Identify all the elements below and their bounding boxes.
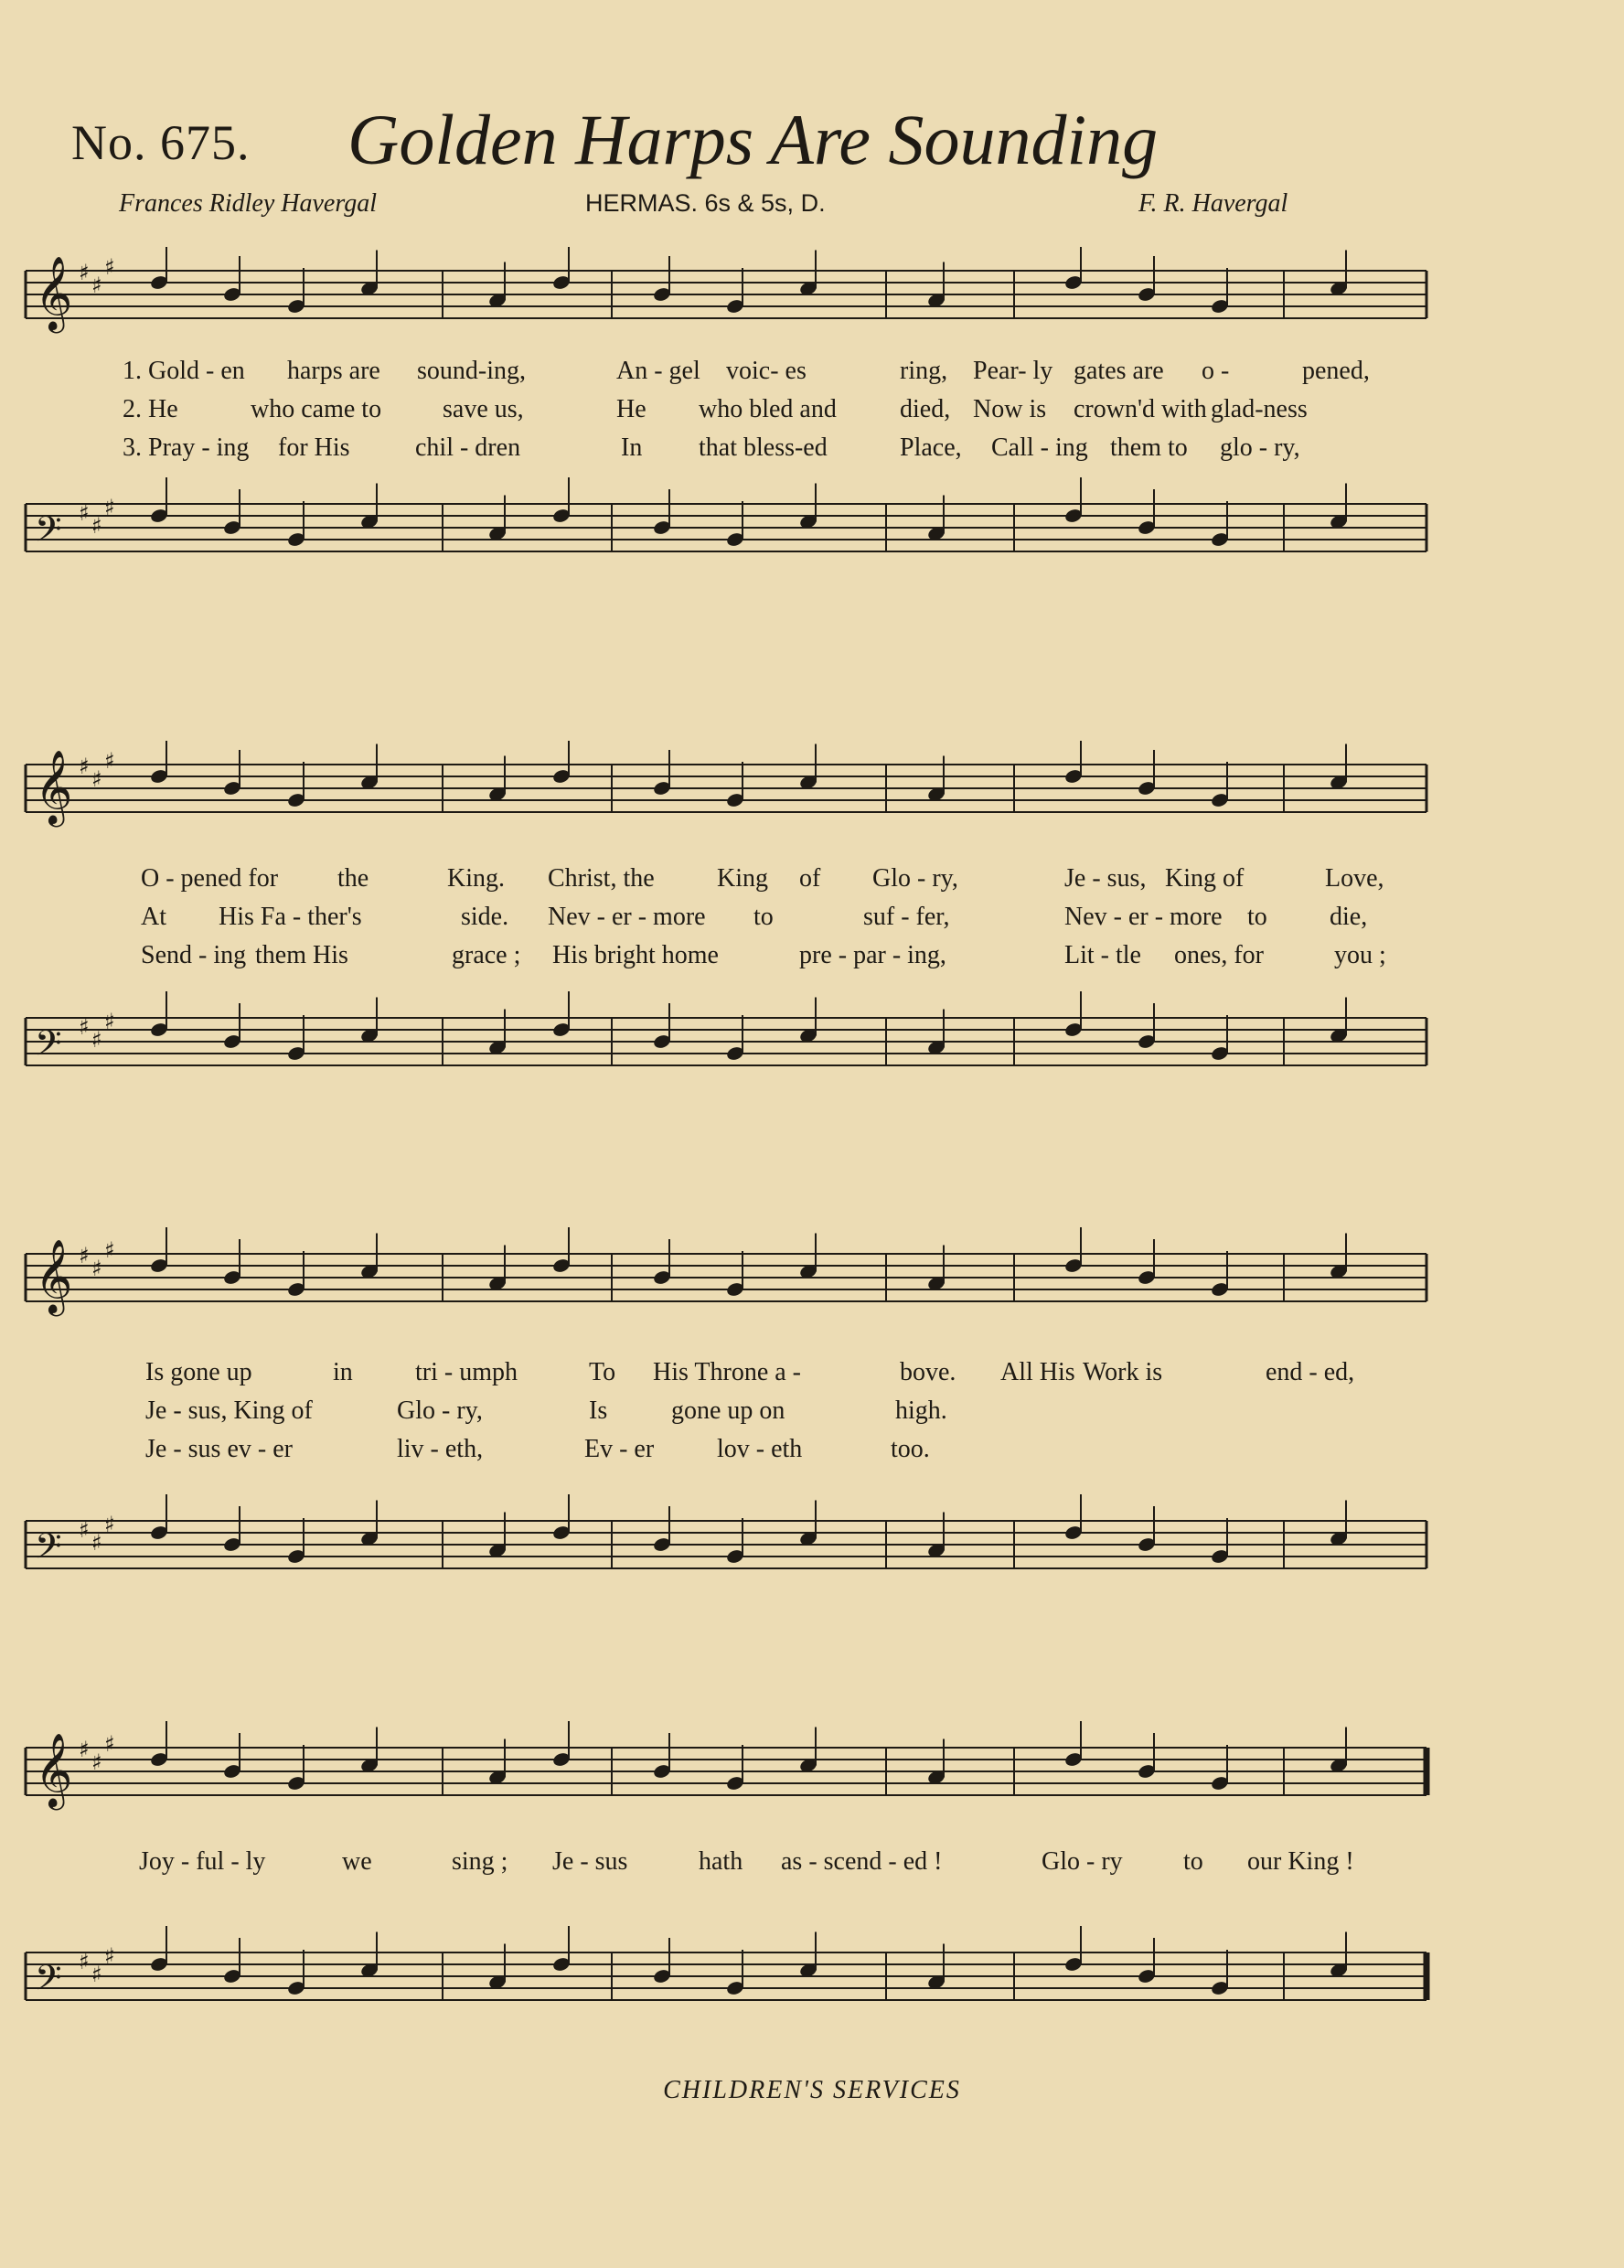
syllable: At	[141, 903, 166, 931]
syllable: His bright home	[552, 941, 719, 969]
lyrics-block-2	[22, 864, 1430, 979]
syllable: crown'd with	[1074, 395, 1207, 423]
svg-text:♯: ♯	[104, 748, 115, 774]
treble-staff	[22, 247, 1430, 357]
lyrics-block-4	[22, 1847, 1430, 1886]
syllable: suf - fer,	[863, 903, 950, 931]
svg-text:♯: ♯	[79, 500, 90, 526]
syllable: Christ, the	[548, 864, 655, 893]
syllable: Work is	[1083, 1358, 1163, 1386]
syllable: high.	[895, 1396, 947, 1425]
bass-staff	[22, 1920, 1430, 2067]
treble-staff	[22, 1719, 1430, 1847]
syllable: 1. Gold - en	[123, 357, 245, 385]
bass-staff	[22, 988, 1430, 1125]
lyric-line	[22, 357, 1430, 395]
syllable: All His	[1000, 1358, 1075, 1386]
syllable: In	[621, 433, 643, 462]
syllable: the	[337, 864, 369, 893]
syllable: Ev - er	[584, 1435, 655, 1463]
hymn-composer: F. R. Havergal	[1138, 189, 1288, 218]
syllable: 3. Pray - ing	[123, 433, 250, 462]
lyric-line	[22, 1847, 1430, 1886]
syllable: Send - ing	[141, 941, 247, 969]
lyric-line	[22, 1396, 1430, 1435]
syllable: Place,	[900, 433, 962, 462]
syllable: His Fa - ther's	[219, 903, 362, 931]
syllable: ones, for	[1174, 941, 1264, 969]
syllable: died,	[900, 395, 951, 423]
syllable: glad-ness	[1211, 395, 1308, 423]
svg-text:♯: ♯	[91, 1530, 102, 1556]
lyric-line	[22, 941, 1430, 979]
svg-text:♯: ♯	[91, 1962, 102, 1987]
lyric-line	[22, 864, 1430, 903]
syllable: hath	[699, 1847, 743, 1876]
syllable: King of	[1165, 864, 1245, 893]
syllable: our King !	[1247, 1847, 1354, 1876]
syllable: An - gel	[616, 357, 700, 385]
syllable: Nev - er - more	[1064, 903, 1223, 931]
svg-text:𝄞: 𝄞	[35, 749, 73, 824]
syllable: Now is	[973, 395, 1047, 423]
svg-text:♯: ♯	[104, 1512, 115, 1537]
syllable: tri - umph	[415, 1358, 518, 1386]
svg-text:♯: ♯	[104, 1731, 115, 1757]
svg-text:♯: ♯	[104, 1009, 115, 1034]
syllable: Joy - ful - ly	[139, 1847, 266, 1876]
syllable: to	[1183, 1847, 1203, 1876]
bass-staff	[22, 1491, 1430, 1628]
syllable: bove.	[900, 1358, 956, 1386]
syllable: Love,	[1325, 864, 1384, 893]
svg-text:♯: ♯	[91, 1256, 102, 1281]
syllable: of	[799, 864, 821, 893]
syllable: chil - dren	[415, 433, 521, 462]
syllable: Lit - tle	[1064, 941, 1141, 969]
hymn-number: No. 675.	[71, 115, 251, 170]
syllable: Je - sus ev - er	[145, 1435, 293, 1463]
syllable: voic- es	[726, 357, 807, 385]
lyric-line	[22, 433, 1430, 472]
syllable: ring,	[900, 357, 948, 385]
syllable: 2. He	[123, 395, 178, 423]
syllable: Is	[589, 1396, 608, 1425]
lyric-line	[22, 1358, 1430, 1396]
lyric-line	[22, 903, 1430, 941]
syllable: them His	[255, 941, 348, 969]
svg-text:♯: ♯	[91, 1749, 102, 1775]
syllable: Nev - er - more	[548, 903, 706, 931]
svg-text:𝄢: 𝄢	[35, 1022, 62, 1072]
treble-staff	[22, 1225, 1430, 1353]
hymn-header	[0, 0, 1624, 238]
syllable: them to	[1110, 433, 1188, 462]
syllable: pened,	[1302, 357, 1370, 385]
syllable: you ;	[1334, 941, 1386, 969]
treble-staff	[22, 741, 1430, 850]
svg-text:𝄢: 𝄢	[35, 508, 62, 558]
syllable: that bless-ed	[699, 433, 828, 462]
svg-text:♯: ♯	[79, 754, 90, 779]
syllable: Je - sus	[552, 1847, 628, 1876]
svg-text:♯: ♯	[104, 1237, 115, 1263]
svg-text:𝄢: 𝄢	[35, 1525, 62, 1575]
syllable: grace ;	[452, 941, 521, 969]
syllable: side.	[461, 903, 509, 931]
svg-text:♯: ♯	[79, 260, 90, 285]
syllable: in	[333, 1358, 353, 1386]
bass-staff	[22, 476, 1430, 604]
syllable: liv - eth,	[397, 1435, 484, 1463]
svg-text:♯: ♯	[79, 1517, 90, 1543]
svg-text:♯: ♯	[91, 273, 102, 298]
syllable: save us,	[443, 395, 524, 423]
syllable: He	[616, 395, 646, 423]
syllable: gone up on	[671, 1396, 785, 1425]
hymn-author: Frances Ridley Havergal	[119, 189, 377, 218]
syllable: who bled and	[699, 395, 837, 423]
hymn-title: Golden Harps Are Sounding	[347, 100, 1159, 179]
syllable: Je - sus,	[1064, 864, 1147, 893]
svg-text:𝄢: 𝄢	[35, 1957, 62, 2006]
page-footer: CHILDREN'S SERVICES	[663, 2076, 961, 2104]
syllable: die,	[1330, 903, 1368, 931]
syllable: too.	[891, 1435, 930, 1463]
syllable: King.	[447, 864, 505, 893]
lyrics-block-3	[22, 1358, 1430, 1473]
svg-text:♯: ♯	[79, 1014, 90, 1040]
lyric-line	[22, 395, 1430, 433]
syllable: Pear- ly	[973, 357, 1053, 385]
svg-text:♯: ♯	[104, 1943, 115, 1969]
syllable: Glo - ry,	[397, 1396, 483, 1425]
syllable: to	[1247, 903, 1267, 931]
hymn-tune: HERMAS. 6s & 5s, D.	[585, 189, 826, 217]
syllable: for His	[278, 433, 350, 462]
syllable: who came to	[251, 395, 382, 423]
svg-text:♯: ♯	[79, 1949, 90, 1974]
lyrics-block-1	[22, 357, 1430, 472]
svg-text:♯: ♯	[104, 254, 115, 280]
svg-text:𝄞: 𝄞	[35, 1732, 73, 1807]
syllable: His Throne a -	[653, 1358, 801, 1386]
syllable: sound-ing,	[417, 357, 526, 385]
syllable: Glo - ry,	[872, 864, 958, 893]
syllable: O - pened for	[141, 864, 279, 893]
syllable: glo - ry,	[1220, 433, 1300, 462]
svg-text:♯: ♯	[91, 513, 102, 539]
svg-text:♯: ♯	[104, 495, 115, 520]
syllable: Je - sus, King of	[145, 1396, 313, 1425]
lyric-line	[22, 1435, 1430, 1473]
syllable: to	[753, 903, 774, 931]
syllable: To	[589, 1358, 616, 1386]
syllable: King	[717, 864, 768, 893]
svg-text:♯: ♯	[79, 1737, 90, 1762]
syllable: o -	[1202, 357, 1230, 385]
svg-text:𝄞: 𝄞	[35, 1238, 73, 1313]
svg-text:♯: ♯	[79, 1243, 90, 1268]
syllable: as - scend - ed !	[781, 1847, 943, 1876]
syllable: harps are	[287, 357, 380, 385]
syllable: lov - eth	[717, 1435, 803, 1463]
syllable: Glo - ry	[1042, 1847, 1123, 1876]
syllable: we	[342, 1847, 372, 1876]
syllable: end - ed,	[1266, 1358, 1355, 1386]
syllable: Is gone up	[145, 1358, 252, 1386]
syllable: Call - ing	[991, 433, 1088, 462]
syllable: pre - par - ing,	[799, 941, 946, 969]
syllable: gates are	[1074, 357, 1164, 385]
svg-text:𝄞: 𝄞	[35, 255, 73, 330]
syllable: sing ;	[452, 1847, 508, 1876]
svg-text:♯: ♯	[91, 766, 102, 792]
svg-text:♯: ♯	[91, 1027, 102, 1053]
